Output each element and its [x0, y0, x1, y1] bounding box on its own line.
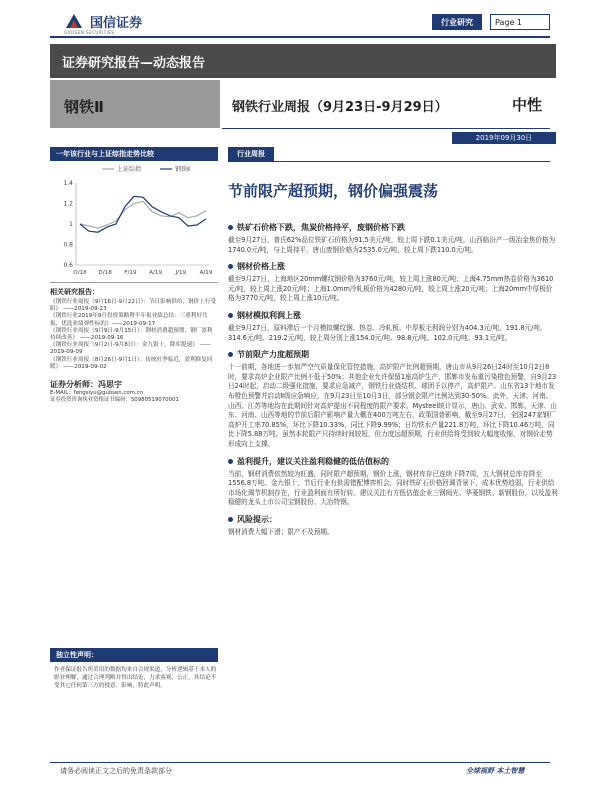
disclaimer-title: 独立性声明： — [50, 648, 218, 662]
section-title: 钢材模拟利润上涨 — [237, 310, 301, 320]
header-divider — [50, 36, 550, 38]
section-text: 当前，钢材消费依然较为旺盛，同时限产超预期，钢价上涨，钢材库存已连续下降7周，五大钢材总库存降至1556.8万吨。金九银十，节后行业有供需错配博弈机会，同时铁矿石价格回调背景下，成本优势趋弱，行业供给市场化调节机制存在，行业盈利面有所好转。建议关注有方低估值企业三钢闽光、华菱钢铁、新钢股份，以及盈利稳健的龙头上市公司宝钢股份、大冶特钢。 — [228, 469, 558, 507]
page-number: Page 1 — [490, 14, 550, 30]
left-column — [50, 147, 218, 404]
footer-slogan: 全球视野 本土智慧 — [466, 767, 525, 775]
section-steel-price — [228, 261, 558, 304]
section-tag: 行业周报 — [228, 147, 274, 161]
analyst-title: 证券分析师：冯思宇 — [50, 380, 122, 390]
section-title: 盈利提升，建议关注盈利稳健的低估值标的 — [237, 456, 389, 466]
company-sub: GUOSEN SECURITIES — [64, 30, 115, 35]
related-item[interactable]: 《钢铁行业2019年9月投资策略暨半年报业绩总结：三重利好共振，优选业绩弹性标的》——2019-09-17 — [50, 313, 208, 327]
title-divider — [222, 128, 550, 129]
analyst-email[interactable]: E-MAIL：fengsiyu@guosen.com.cn — [50, 390, 144, 397]
section-title: 节前限产力度超预期 — [237, 350, 309, 360]
doc-type-badge: 行业研究 — [432, 14, 482, 30]
bullet-icon — [228, 517, 233, 522]
related-item[interactable]: 《钢铁行业周报（9月9日-9月15日）：钢材消费超预期，钢厂盈利持续改善》 ——2019-09-16 — [50, 327, 213, 342]
footer-divider — [50, 762, 550, 763]
bullet-icon — [228, 352, 233, 357]
section-text: 十一前期，各地进一步加严空气质量保化管控措施，高炉限产比例超预期，唐山市从9月26日24时至10月2日8时，要求高炉企业限产比例不低于50%；其他企业允许保留1座高炉生产，邯郸市发布重污染橙色预警，自9月23日24时起，启动二级强化措施，要求应急减产，钢铁行业烧结机、球团予以停产，高炉限产。山东省13个地市发布橙色预警并启动Ⅱ级应急响应，在9月23日至10月3日，部分钢企限产比例达到30-50%。此外，天津、河南、山西、江苏等地均在此期间针对高炉提出不同程度的限产要求。Mysteel统计显示，唐山、武安、邯郸、天津、山东、河南、山西等地的节前后限产影响产量大概在400万吨左右，政策国普影响，截至9月27日，全国247家钢厂高炉开工率70.85%，环比下降10.33%，同比下降9.99%；日均铁水产量221.8万吨，环比下降10.46万吨，同比下降5.88万吨。虽然本轮限产只持续时间较短，但力度远超预期，行业供给将受到较大幅度收缩，对钢价走势形成向上支撑。 — [228, 363, 557, 448]
related-item[interactable]: 《钢铁行业周报（9月2日-9月8日）：金九银十，降库提速》 ——2019-09-09 — [50, 342, 211, 356]
series-line — [80, 201, 206, 228]
x-tick-label: A/19 — [149, 270, 163, 276]
analyst-cert: 证券投资咨询执业资格证书编码：S0980519070001 — [50, 397, 179, 404]
report-banner: 证券研究报告—动态报告 — [50, 44, 556, 78]
section-profit — [228, 310, 558, 343]
related-title: 相关研究报告： — [50, 288, 99, 296]
section-production-limit — [228, 349, 558, 449]
legend-label: 钢铁Ⅱ — [175, 166, 190, 173]
related-item[interactable]: 《钢铁行业周报（8月26日-9月1日）：传统旺季临近，盈利修复回暖》 ——2019-09-02 — [50, 356, 213, 370]
y-tick-label: 0.6 — [63, 262, 73, 269]
headline: 节前限产超预期，钢价偏强震荡 — [228, 182, 439, 200]
company-name: 国信证券 — [90, 15, 143, 31]
x-tick-label: O/18 — [73, 270, 87, 276]
y-tick-label: 1 — [69, 221, 73, 228]
bullet-icon — [228, 459, 233, 464]
comparison-chart — [50, 161, 218, 283]
disclaimer-text: 作者保证报告所采用的数据均来自合规渠道，分析逻辑基于本人的职业理解，通过合理判断并得出结论，力求客观、公正，其结论不受其它任何第三方的授意、影响，特此声明。 — [54, 667, 217, 689]
rating: 中性 — [512, 96, 543, 114]
x-tick-label: F/19 — [124, 270, 137, 276]
disclaimer — [50, 648, 218, 690]
section-title: 风险提示： — [237, 514, 277, 524]
chart-svg — [50, 161, 218, 283]
related-list — [50, 299, 218, 371]
y-tick-label: 0.8 — [63, 241, 73, 249]
x-tick-label: J/19 — [175, 270, 187, 276]
y-tick-label: 1.4 — [63, 180, 73, 187]
section-text: 截至9月27日，原料滞后一个月模拟螺纹钢、热卷、冷轧板、中厚板毛利润分别为404.3元/吨、191.8元/吨、314.6元/吨、219.2元/吨，较上周分别上涨154.0元/吨、98.8元/吨、102.0元/吨、93.1元/吨。 — [228, 323, 547, 342]
section-title: 铁矿石价格下跌，焦炭价格持平，废钢价格下跌 — [237, 223, 405, 232]
right-column — [228, 222, 558, 543]
section-text: 截至9月27日，普氏62%品位铁矿石价格为91.5美元/吨，较上周下跌0.1美元/吨，山西临汾产一级冶金焦价格为1740.0元/吨，与上周持平，唐山废钢价格为2535.0元/吨，较上周下跌110.0元/吨。 — [228, 236, 556, 254]
report-date: 2019年09月30日 — [452, 132, 556, 144]
section-recommendation — [228, 456, 558, 508]
related-item[interactable]: 《钢铁行业周报（9月16日-9月22日）：节日影响供给，钢价上行受阻》 ——2019-09-23 — [50, 299, 217, 313]
bullet-icon — [228, 225, 233, 230]
x-tick-label: D/18 — [98, 270, 112, 276]
section-risk — [228, 514, 558, 538]
chart-title: 一年该行业与上证综指走势比较 — [50, 147, 218, 161]
legend-label: 上证综指 — [117, 166, 142, 173]
bullet-icon — [228, 264, 233, 269]
industry-label: 钢铁Ⅱ — [50, 80, 220, 128]
logo-icon — [64, 12, 84, 30]
bullet-icon — [228, 313, 233, 318]
y-tick-label: 1.2 — [63, 200, 73, 208]
section-text: 截至9月27日，上海地区20mm螺纹钢价格为3760元/吨，较上周上涨80元/吨；上海4.75mm热卷价格为3610元/吨，较上周上涨20元/吨；上海1.0mm冷轧板价格为4280元/吨，较上周上涨20元/吨；上海20mm中厚板价格为3770元/吨，较上周上涨10元/吨。 — [228, 275, 554, 303]
weekly-title: 钢铁行业周报（9月23日-9月29日） — [232, 100, 448, 115]
section-title: 钢材价格上涨 — [237, 262, 285, 272]
section-divider — [228, 161, 550, 162]
section-iron-ore — [228, 222, 558, 255]
x-tick-label: A/19 — [199, 270, 213, 276]
section-text: 钢材消费大幅下滑；限产不及预期。 — [228, 527, 334, 536]
company-logo — [64, 10, 142, 32]
footer-disclaimer-link[interactable]: 请务必阅读正文之后的免责条款部分 — [60, 767, 172, 775]
